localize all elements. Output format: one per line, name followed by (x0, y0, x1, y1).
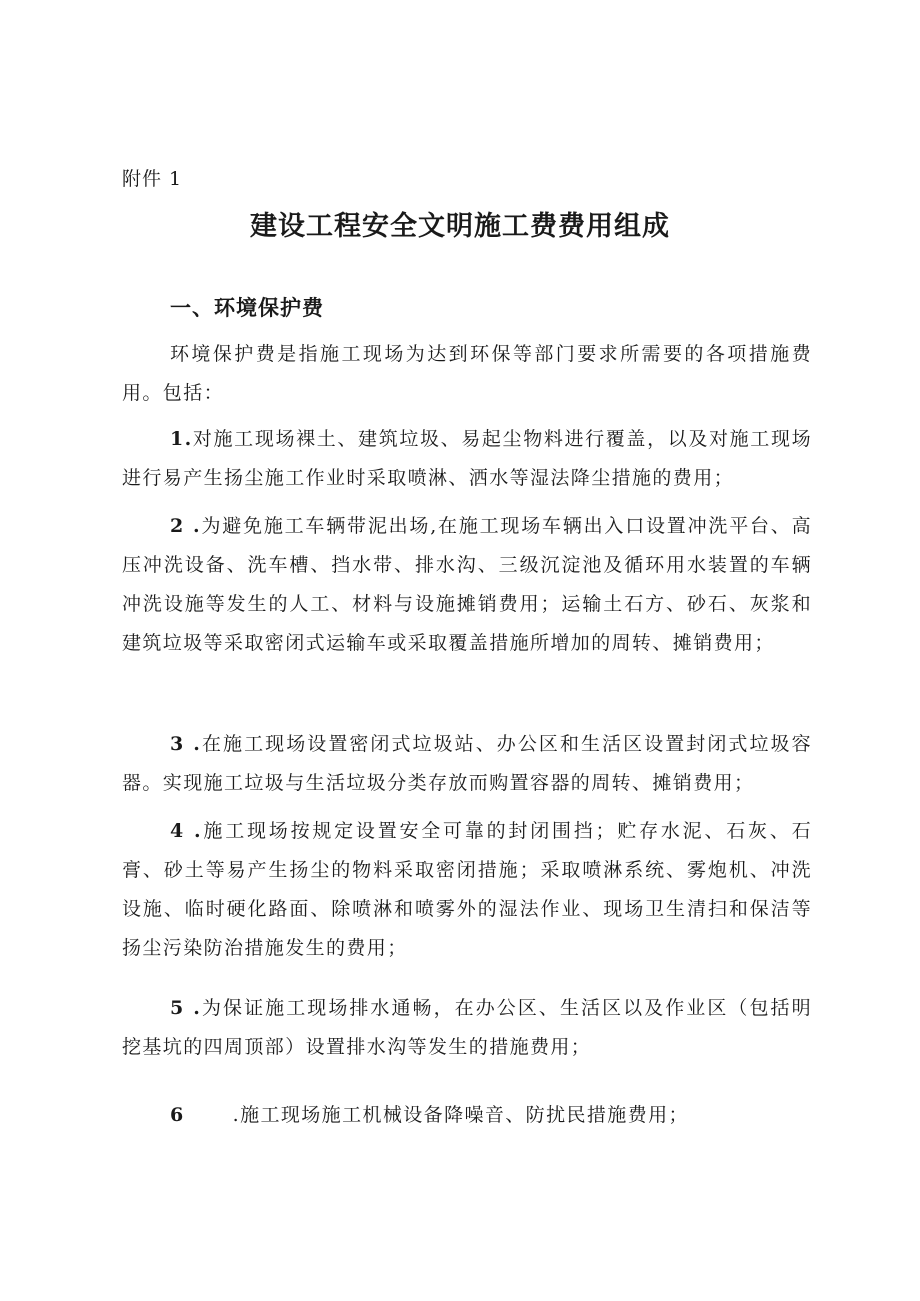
item-number: 3 . (170, 733, 202, 755)
list-item (122, 1096, 812, 1135)
document-title: 建设工程安全文明施工费费用组成 (250, 211, 670, 242)
item-number: 4 . (170, 820, 203, 842)
item-number: 6 (170, 1104, 185, 1126)
list-item (122, 507, 812, 663)
section-intro-paragraph (122, 335, 812, 413)
item-number: 2 . (170, 515, 202, 537)
list-item (122, 812, 812, 968)
item-text: 在施工现场设置密闭式垃圾站、办公区和生活区设置封闭式垃圾容器。实现施工垃圾与生活垃圾分类存放而购置容器的周转、摊销费用； (122, 733, 812, 794)
item-text: .施工现场施工机械设备降噪音、防扰民措施费用； (232, 1104, 689, 1126)
item-text: 对施工现场裸土、建筑垃圾、易起尘物料进行覆盖，以及对施工现场进行易产生扬尘施工作业时采取喷淋、洒水等湿法降尘措施的费用； (122, 428, 812, 489)
section-heading: 一、环境保护费 (170, 296, 324, 320)
list-item (122, 420, 812, 498)
item-text: 为避免施工车辆带泥出场,在施工现场车辆出入口设置冲洗平台、高压冲洗设备、洗车槽、挡水带、排水沟、三级沉淀池及循环用水装置的车辆冲洗设施等发生的人工、材料与设施摊销费用；运输土石方、砂石、灰浆和建筑垃圾等采取密闭式运输车或采取覆盖措施所增加的周转、摊销费用； (122, 515, 812, 654)
item-number: 5 . (170, 997, 202, 1019)
item-text: 为保证施工现场排水通畅，在办公区、生活区以及作业区（包括明挖基坑的四周顶部）设置排水沟等发生的措施费用； (122, 997, 812, 1058)
item-text: 施工现场按规定设置安全可靠的封闭围挡；贮存水泥、石灰、石膏、砂土等易产生扬尘的物料采取密闭措施；采取喷淋系统、雾炮机、冲洗设施、临时硬化路面、除喷淋和喷雾外的湿法作业、现场卫生清扫和保洁等扬尘污染防治措施发生的费用； (122, 820, 813, 959)
intro-text: 环境保护费是指施工现场为达到环保等部门要求所需要的各项措施费用。包括： (122, 343, 812, 404)
list-item (122, 989, 812, 1067)
list-item (122, 725, 812, 803)
item-number: 1. (170, 428, 193, 450)
attachment-label: 附件 1 (122, 168, 183, 190)
